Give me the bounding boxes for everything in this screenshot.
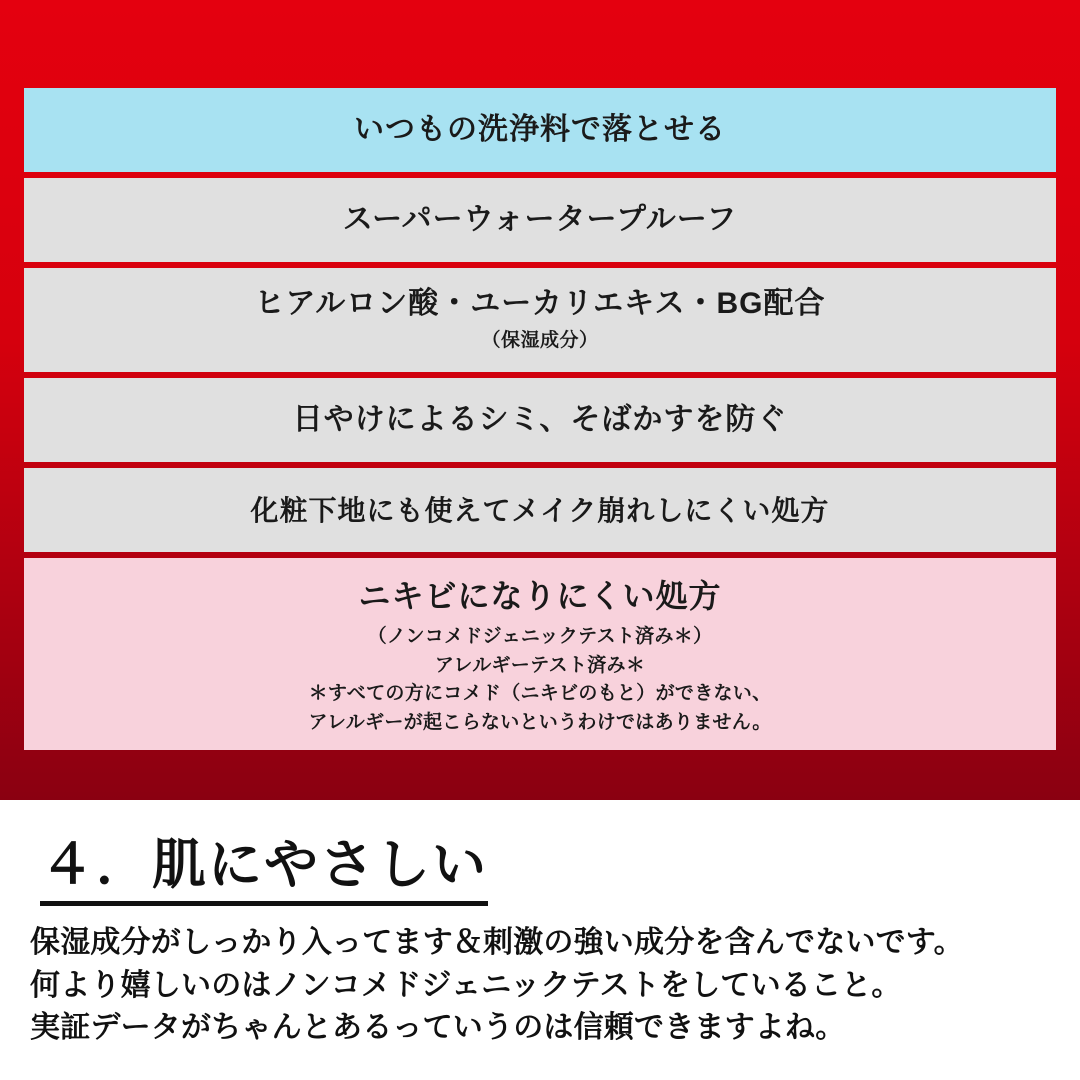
highlight-note-3: ＊すべての方にコメド（ニキビのもと）ができない、: [308, 683, 772, 704]
highlight-note-4: アレルギーが起こらないというわけではありません。: [308, 711, 772, 733]
feature-row-title: ヒアルロン酸・ユーカリエキス・BG配合: [254, 287, 826, 321]
feature-row-title: 日やけによるシミ、そばかすを防ぐ: [292, 403, 788, 437]
feature-row: [24, 378, 1056, 462]
feature-row: [24, 178, 1056, 262]
feature-row: [24, 268, 1056, 372]
section-paragraph: [18, 922, 1062, 1050]
feature-table: [24, 88, 1056, 750]
bottom-section: [0, 800, 1080, 1080]
feature-row-subtitle: （保湿成分）: [481, 329, 599, 351]
feature-row-highlight: [24, 558, 1056, 750]
highlight-note-1: （ノンコメドジェニックテスト済み＊）: [367, 626, 713, 647]
feature-row-title: いつもの洗浄料で落とせる: [354, 113, 726, 147]
feature-row-title: スーパーウォータープルーフ: [342, 203, 738, 237]
paragraph-line-1: 保湿成分がしっかり入ってます＆刺激の強い成分を含んでないです。: [30, 926, 964, 959]
feature-row: [24, 88, 1056, 172]
feature-row: [24, 468, 1056, 552]
highlight-title: ニキビになりにくい処方: [358, 578, 722, 614]
highlight-note-2: アレルギーテスト済み＊: [434, 654, 646, 676]
paragraph-line-2: 何より嬉しいのはノンコメドジェニックテストをしていること。: [30, 968, 902, 1002]
feature-row-title: 化粧下地にも使えてメイク崩れしにくい処方: [250, 494, 830, 526]
section-heading: ４．肌にやさしい: [40, 822, 488, 906]
paragraph-line-3: 実証データがちゃんとあるっていうのは信頼できますよね。: [30, 1011, 846, 1045]
